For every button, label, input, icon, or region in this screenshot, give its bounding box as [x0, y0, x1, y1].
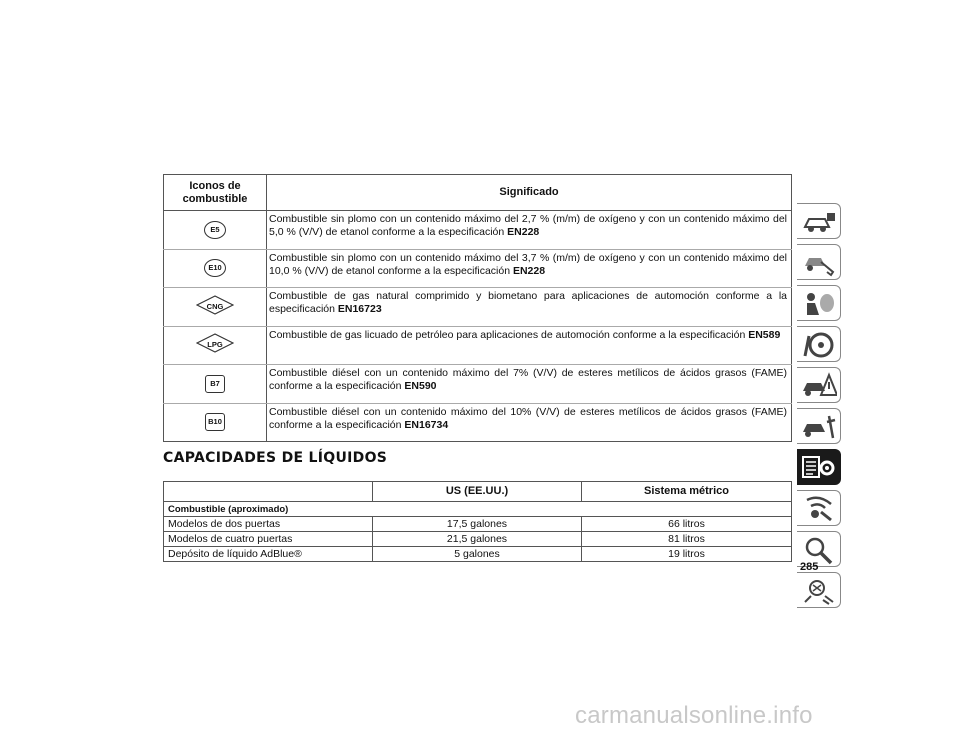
table-row — [164, 403, 792, 442]
b10-fuel-icon: B10 — [205, 413, 225, 431]
header-meaning: Significado — [267, 175, 792, 211]
row-metric-value: 81 litros — [582, 532, 792, 547]
fuel-table-header — [164, 175, 792, 211]
steering-wheel-icon — [801, 330, 837, 360]
table-row — [164, 547, 792, 562]
car-warning-icon — [801, 371, 837, 401]
index-icon — [801, 576, 837, 606]
row-label: Modelos de cuatro puertas — [164, 532, 373, 547]
capacities-group-row — [164, 502, 792, 517]
tab-emergency[interactable] — [797, 367, 841, 403]
table-row — [164, 532, 792, 547]
e5-fuel-icon: E5 — [204, 221, 226, 239]
row-label: Depósito de líquido AdBlue® — [164, 547, 373, 562]
e10-fuel-icon: E10 — [204, 259, 226, 277]
header-fuel-icons: Iconos de combustible — [164, 175, 267, 211]
fuel-spec: EN16734 — [404, 418, 449, 431]
header-metric: Sistema métrico — [582, 482, 792, 502]
specifications-gear-icon — [801, 453, 837, 483]
car-service-icon — [801, 412, 837, 442]
tab-keys[interactable] — [797, 244, 841, 280]
fuel-spec: EN16723 — [337, 303, 382, 315]
car-dashboard-icon — [801, 207, 837, 237]
lpg-fuel-icon: LPG — [196, 333, 234, 353]
fluid-capacities-table — [163, 481, 792, 562]
cng-fuel-icon: CNG — [196, 295, 234, 315]
fuel-description: Combustible sin plomo con un contenido máximo del 3,7 % (m/m) de oxígeno y con un contenido máximo del 10,0 % (V/V) de etanol conforme a la especificación — [269, 251, 787, 277]
table-row — [164, 326, 792, 365]
chapter-tabs — [797, 203, 841, 613]
fuel-description: Combustible diésel con un contenido máximo del 7% (V/V) de esteres metílicos de ácidos grasos (FAME) conforme a la especificación — [269, 367, 787, 392]
tab-service[interactable] — [797, 408, 841, 444]
table-row — [164, 365, 792, 404]
b7-fuel-icon: B7 — [205, 375, 225, 393]
page-number: 285 — [800, 561, 819, 573]
table-row — [164, 249, 792, 288]
tab-safety[interactable] — [797, 285, 841, 321]
table-row — [164, 517, 792, 532]
row-metric-value: 66 litros — [582, 517, 792, 532]
fuel-description: Combustible sin plomo con un contenido máximo del 2,7 % (m/m) de oxígeno y con un contenido máximo del 5,0 % (V/V) de etanol conforme a la especificación — [269, 213, 787, 238]
table-row — [164, 211, 792, 250]
multimedia-icon — [801, 494, 837, 524]
fuel-spec: EN228 — [512, 264, 546, 277]
fuel-description: Combustible diésel con un contenido máximo del 10% (V/V) de esteres metílicos de ácidos grasos (FAME) conforme a la especificación — [269, 405, 787, 431]
fuel-spec: EN228 — [507, 226, 540, 238]
watermark: carmanualsonline.info — [575, 702, 813, 729]
car-key-icon — [801, 248, 837, 278]
tab-driving[interactable] — [797, 326, 841, 362]
fuel-spec: EN590 — [404, 380, 437, 392]
row-label: Modelos de dos puertas — [164, 517, 373, 532]
airbag-icon — [801, 289, 837, 319]
row-us-value: 5 galones — [373, 547, 582, 562]
tab-dashboard[interactable] — [797, 203, 841, 239]
capacities-header — [164, 482, 792, 502]
tab-multimedia[interactable] — [797, 490, 841, 526]
row-us-value: 17,5 galones — [373, 517, 582, 532]
group-label: Combustible (aproximado) — [164, 502, 792, 517]
fuel-icons-table — [163, 174, 792, 442]
fuel-description: Combustible de gas licuado de petróleo para aplicaciones de automoción conforme a la especificación — [269, 328, 749, 341]
row-us-value: 21,5 galones — [373, 532, 582, 547]
tab-languages[interactable] — [797, 572, 841, 608]
tab-specifications[interactable] — [797, 449, 841, 485]
section-title: CAPACIDADES DE LÍQUIDOS — [163, 450, 388, 466]
fuel-description: Combustible de gas natural comprimido y biometano para aplicaciones de automoción conforme a la especificación — [269, 290, 787, 315]
header-blank — [164, 482, 373, 502]
row-metric-value: 19 litros — [582, 547, 792, 562]
fuel-spec: EN589 — [748, 328, 781, 341]
header-us: US (EE.UU.) — [373, 482, 582, 502]
table-row — [164, 288, 792, 327]
